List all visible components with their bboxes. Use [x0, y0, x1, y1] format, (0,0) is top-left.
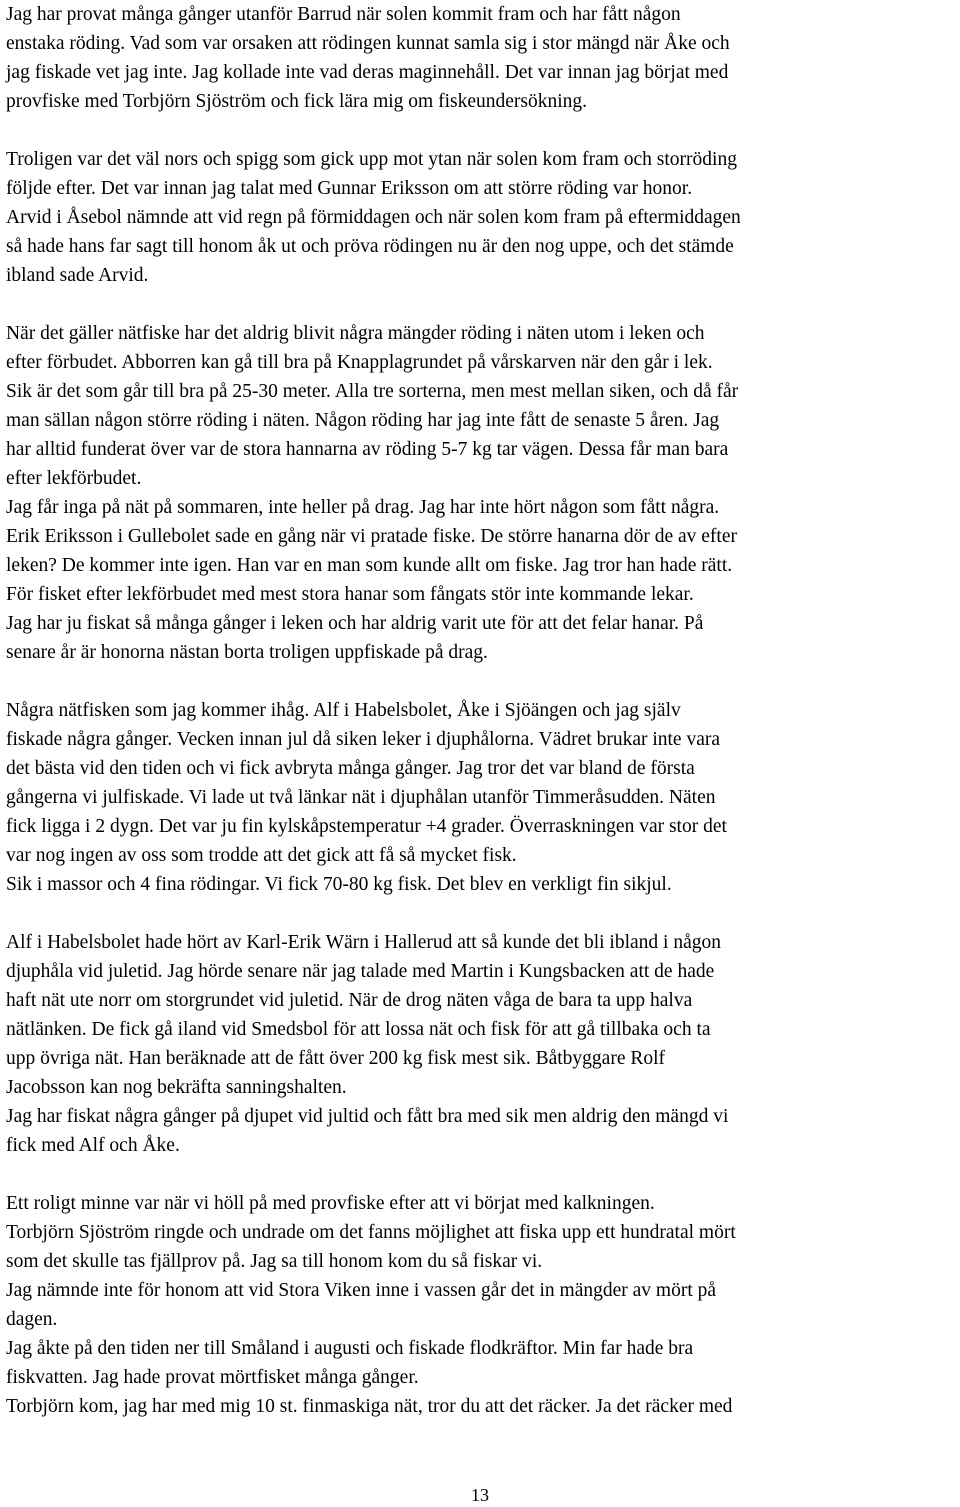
paragraph-nors-spigg	[6, 145, 956, 290]
text-line: upp övriga nät. Han beräknade att de fått över 200 kg fisk mest sik. Båtbyggare Rolf	[6, 1048, 666, 1069]
paragraph-spacer	[6, 667, 956, 696]
text-line: Jag har ju fiskat så många gånger i leken och har aldrig varit ute för att det felar hanar. På	[6, 613, 704, 634]
text-line: så hade hans far sagt till honom åk ut och pröva rödingen nu är den nog uppe, och det stämde	[6, 236, 734, 257]
text-line: Sik är det som går till bra på 25-30 meter. Alla tre sorterna, men mest mellan siken, och då får	[6, 381, 739, 402]
text-line: senare år är honorna nästan borta troligen uppfiskade på drag.	[6, 642, 488, 663]
text-line: var nog ingen av oss som trodde att det gick att få så mycket fisk.	[6, 845, 517, 866]
paragraph-spacer	[6, 116, 956, 145]
text-line: följde efter. Det var innan jag talat med Gunnar Eriksson om att större röding var honor.	[6, 178, 693, 199]
text-line: Jag har fiskat några gånger på djupet vid jultid och fått bra med sik men aldrig den mängd vi	[6, 1106, 729, 1127]
text-line: För fisket efter lekförbudet med mest stora hanar som fångats stör inte kommande lekar.	[6, 584, 694, 605]
paragraph-spacer	[6, 899, 956, 928]
text-line: fick ligga i 2 dygn. Det var ju fin kylskåpstemperatur +4 grader. Överraskningen var stor det	[6, 816, 727, 837]
text-line: ibland sade Arvid.	[6, 265, 149, 286]
page-number: 13	[471, 1485, 489, 1505]
paragraph-spacer	[6, 290, 956, 319]
text-line: dagen.	[6, 1309, 58, 1330]
text-line: Jag har provat många gånger utanför Barrud när solen kommit fram och har fått någon	[6, 4, 681, 25]
text-line: fiskvatten. Jag hade provat mörtfisket många gånger.	[6, 1367, 419, 1388]
text-line: Troligen var det väl nors och spigg som gick upp mot ytan när solen kom fram och storröding	[6, 149, 737, 170]
text-line: som det skulle tas fjällprov på. Jag sa till honom kom du så fiskar vi.	[6, 1251, 543, 1272]
paragraph-barrud	[6, 0, 956, 116]
text-line: Torbjörn Sjöström ringde och undrade om det fanns möjlighet att fiska upp ett hundratal mört	[6, 1222, 736, 1243]
document-page	[6, 0, 956, 1421]
text-line: Erik Eriksson i Gullebolet sade en gång när vi pratade fiske. De större hanarna dör de av efter	[6, 526, 737, 547]
text-line: haft nät ute norr om storgrundet vid juletid. När de drog näten våga de bara ta upp halva	[6, 990, 693, 1011]
text-line: fiskade några gånger. Vecken innan jul då siken leker i djuphålorna. Vädret brukar inte vara	[6, 729, 721, 750]
text-line: djuphåla vid juletid. Jag hörde senare när jag talade med Martin i Kungsbacken att de hade	[6, 961, 715, 982]
text-line: nätlänken. De fick gå iland vid Smedsbol för att lossa nät och fisk för att gå tillbaka och ta	[6, 1019, 711, 1040]
paragraph-spacer	[6, 1160, 956, 1189]
text-line: jag fiskade vet jag inte. Jag kollade inte vad deras maginnehåll. Det var innan jag börjat med	[6, 62, 729, 83]
text-line: Jag åkte på den tiden ner till Småland i augusti och fiskade flodkräftor. Min far hade bra	[6, 1338, 694, 1359]
text-line: man sällan någon större röding i näten. Någon röding har jag inte fått de senaste 5 åren. Jag	[6, 410, 720, 431]
text-line: Ett roligt minne var när vi höll på med provfiske efter att vi börjat med kalkningen.	[6, 1193, 655, 1214]
text-line: Jag får inga på nät på sommaren, inte heller på drag. Jag har inte hört någon som fått några.	[6, 497, 720, 518]
text-line: leken? De kommer inte igen. Han var en man som kunde allt om fiske. Jag tror han hade rätt.	[6, 555, 733, 576]
text-line: Arvid i Åsebol nämnde att vid regn på förmiddagen och när solen kom fram på eftermiddagen	[6, 207, 741, 228]
text-line: gångerna vi julfiskade. Vi lade ut två länkar nät i djuphålan utanför Timmeråsudden. Näten	[6, 787, 716, 808]
text-line: Jag nämnde inte för honom att vid Stora Viken inne i vassen går det in mängder av mört på	[6, 1280, 717, 1301]
text-line: Sik i massor och 4 fina rödingar. Vi fick 70-80 kg fisk. Det blev en verkligt fin sikjul.	[6, 874, 672, 895]
text-line: fick med Alf och Åke.	[6, 1135, 180, 1156]
text-line: enstaka röding. Vad som var orsaken att rödingen kunnat samla sig i stor mängd när Åke och	[6, 33, 730, 54]
paragraph-djuphala	[6, 928, 956, 1160]
text-line: Torbjörn kom, jag har med mig 10 st. finmaskiga nät, tror du att det räcker. Ja det räcker med	[6, 1396, 733, 1417]
text-line: efter lekförbudet.	[6, 468, 142, 489]
text-line: provfiske med Torbjörn Sjöström och fick lära mig om fiskeundersökning.	[6, 91, 588, 112]
paragraph-provfiske-minne	[6, 1189, 956, 1421]
text-line: det bästa vid den tiden och vi fick avbryta många gånger. Jag tror det var bland de första	[6, 758, 695, 779]
paragraph-julfiske	[6, 696, 956, 899]
text-line: Jacobsson kan nog bekräfta sanningshalten.	[6, 1077, 347, 1098]
text-line: efter förbudet. Abborren kan gå till bra på Knapplagrundet på vårskarven när den går i lek.	[6, 352, 713, 373]
text-line: Några nätfisken som jag kommer ihåg. Alf i Habelsbolet, Åke i Sjöängen och jag själv	[6, 700, 681, 721]
text-line: När det gäller nätfiske har det aldrig blivit några mängder röding i näten utom i leken och	[6, 323, 705, 344]
text-line: Alf i Habelsbolet hade hört av Karl-Erik Wärn i Hallerud att så kunde det bli ibland i någon	[6, 932, 721, 953]
paragraph-natfiske	[6, 319, 956, 667]
text-line: har alltid funderat över var de stora hannarna av röding 5-7 kg tar vägen. Dessa får man bara	[6, 439, 729, 460]
